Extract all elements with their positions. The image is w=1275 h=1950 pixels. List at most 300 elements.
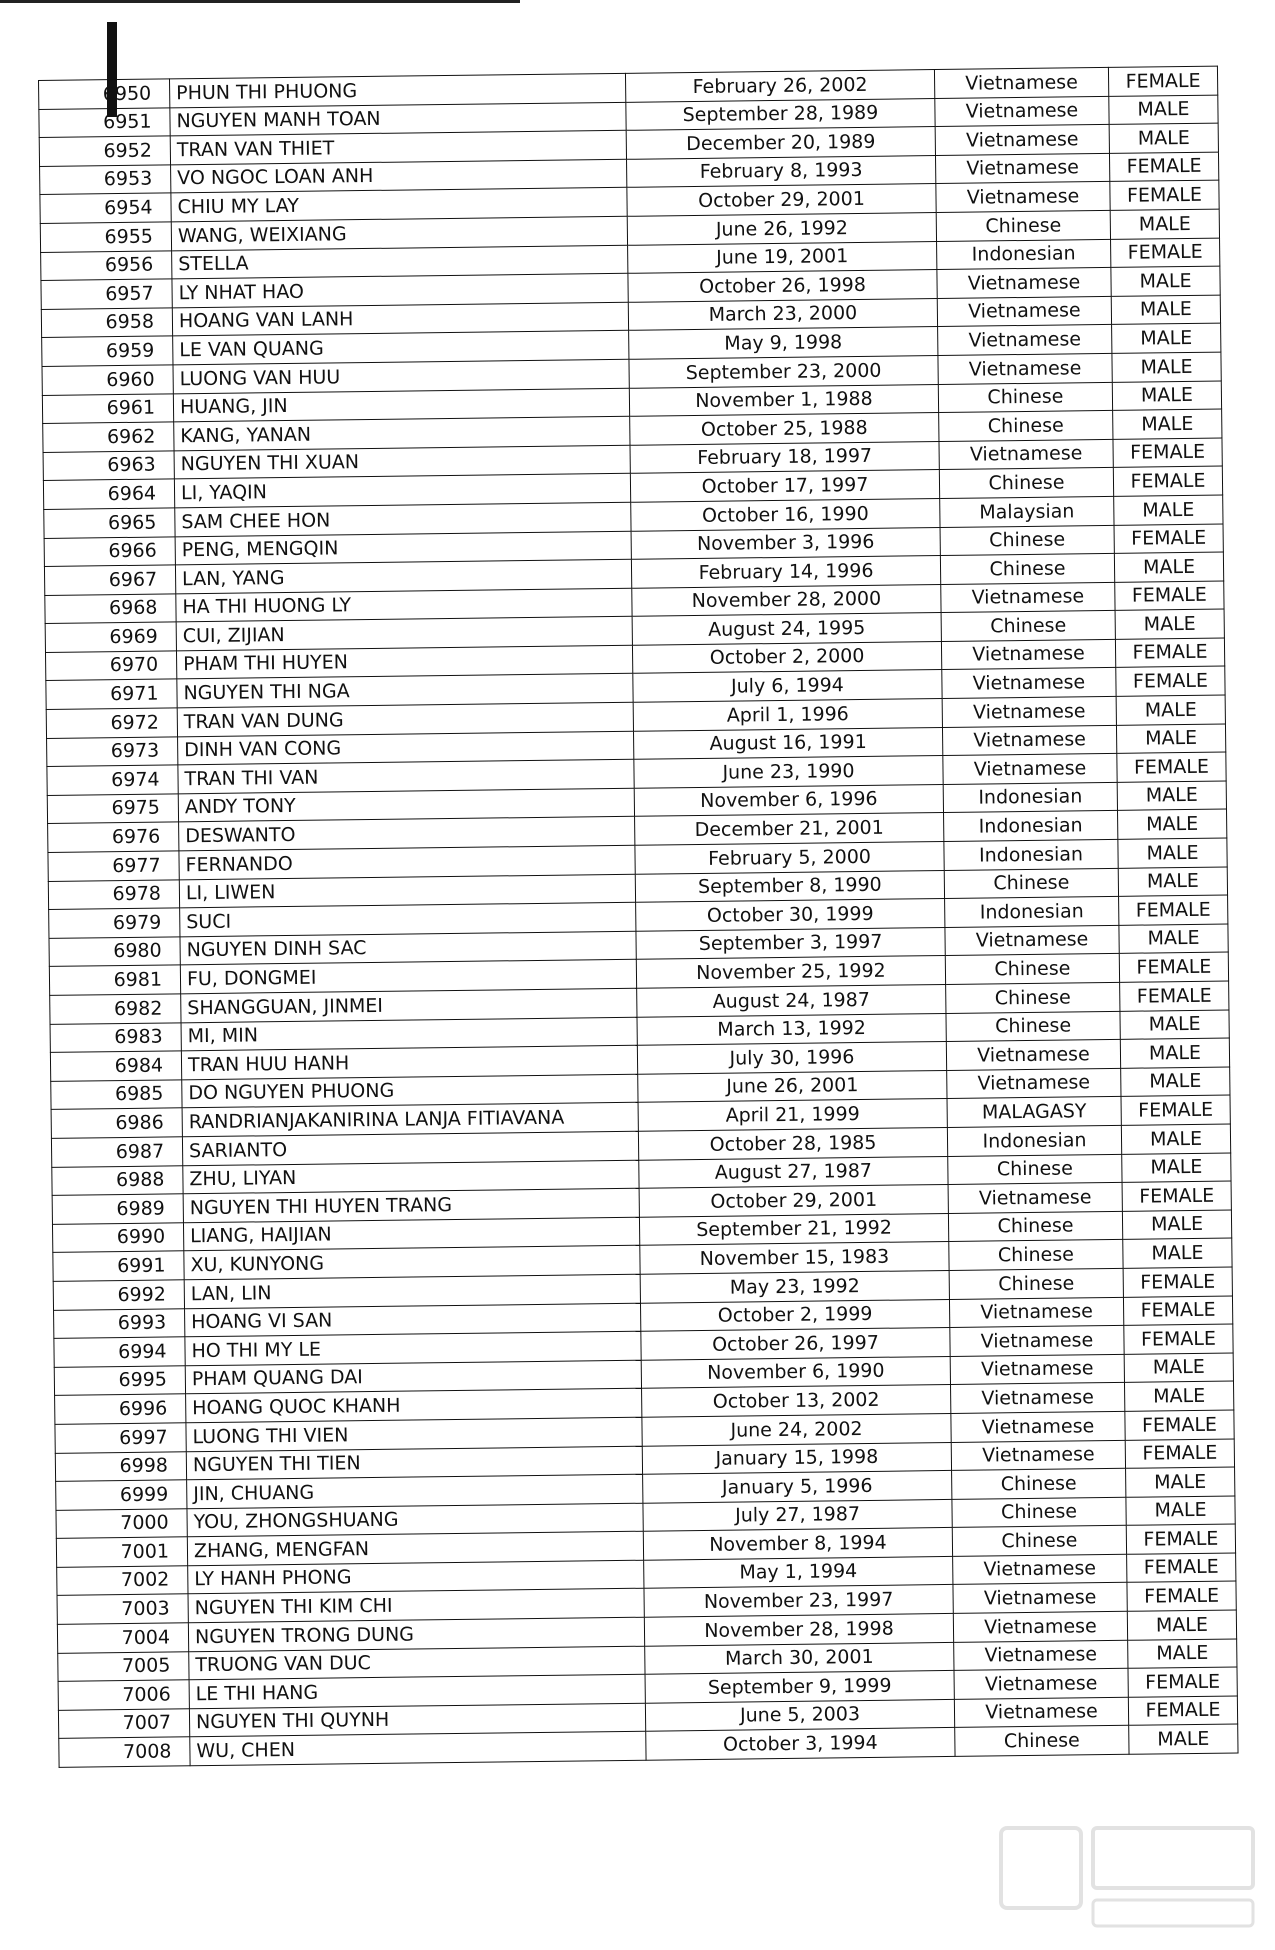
record-id-cell: 6961 — [42, 393, 173, 423]
birth-date-cell: September 21, 1992 — [639, 1213, 948, 1245]
person-name-cell: TRAN HUU HANH — [181, 1045, 637, 1079]
birth-date-cell: February 18, 1997 — [630, 441, 939, 473]
birth-date-cell: November 3, 1996 — [631, 527, 940, 559]
nationality-cell: Vietnamese — [942, 696, 1116, 727]
birth-date-cell: October 2, 1999 — [640, 1299, 949, 1331]
gender-cell: FEMALE — [1123, 1267, 1232, 1297]
person-name-cell: LAN, YANG — [175, 559, 631, 593]
nationality-cell: Chinese — [952, 1497, 1126, 1528]
birth-date-cell: August 24, 1995 — [632, 613, 941, 645]
gender-cell: FEMALE — [1114, 524, 1223, 554]
nationality-cell: Vietnamese — [941, 639, 1115, 670]
gender-cell: MALE — [1112, 323, 1221, 353]
person-name-cell: LUONG THI VIEN — [186, 1417, 642, 1451]
gender-cell: MALE — [1111, 266, 1220, 296]
record-id-cell: 7002 — [57, 1566, 188, 1596]
nationality-cell: Vietnamese — [936, 182, 1110, 213]
person-name-cell: LE THI HANG — [189, 1674, 645, 1708]
person-name-cell: WU, CHEN — [190, 1732, 646, 1766]
record-id-cell: 7007 — [58, 1709, 189, 1739]
birth-date-cell: May 1, 1994 — [644, 1556, 953, 1588]
record-id-cell: 6975 — [47, 794, 178, 824]
gender-cell: FEMALE — [1128, 1696, 1237, 1726]
nationality-cell: Chinese — [946, 1011, 1120, 1042]
nationality-cell: Vietnamese — [950, 1325, 1124, 1356]
nationality-cell: Chinese — [939, 468, 1113, 499]
person-name-cell: LI, LIWEN — [179, 874, 635, 908]
nationality-cell: Vietnamese — [939, 439, 1113, 470]
gender-cell: FEMALE — [1128, 1667, 1237, 1697]
record-id-cell: 6957 — [41, 279, 172, 309]
person-name-cell: TRAN VAN THIET — [170, 131, 626, 165]
birth-date-cell: January 5, 1996 — [643, 1471, 952, 1503]
nationality-cell: Malaysian — [940, 496, 1114, 527]
birth-date-cell: September 3, 1997 — [636, 927, 945, 959]
gender-cell: MALE — [1114, 552, 1223, 582]
record-id-cell: 6976 — [48, 822, 179, 852]
birth-date-cell: September 28, 1989 — [626, 98, 935, 130]
birth-date-cell: October 17, 1997 — [630, 470, 939, 502]
gender-cell: MALE — [1111, 295, 1220, 325]
person-name-cell: SARIANTO — [182, 1131, 638, 1165]
birth-date-cell: November 6, 1990 — [641, 1356, 950, 1388]
nationality-cell: Vietnamese — [937, 296, 1111, 327]
birth-date-cell: February 26, 2002 — [625, 70, 934, 102]
nationality-cell: Vietnamese — [949, 1297, 1123, 1328]
record-id-cell: 6950 — [39, 79, 170, 109]
nationality-cell: Vietnamese — [947, 1068, 1121, 1099]
registry-table-container — [38, 66, 1239, 1768]
person-name-cell: NGUYEN TRONG DUNG — [188, 1617, 644, 1651]
person-name-cell: NGUYEN THI NGA — [177, 674, 633, 708]
birth-date-cell: February 5, 2000 — [635, 842, 944, 874]
gender-cell: MALE — [1121, 1067, 1230, 1097]
nationality-cell: Vietnamese — [948, 1182, 1122, 1213]
birth-date-cell: March 23, 2000 — [628, 298, 937, 330]
person-name-cell: CUI, ZIJIAN — [176, 617, 632, 651]
record-id-cell: 6999 — [56, 1480, 187, 1510]
person-name-cell: HA THI HUONG LY — [176, 588, 632, 622]
person-name-cell: NGUYEN THI HUYEN TRANG — [183, 1188, 639, 1222]
nationality-cell: Chinese — [938, 382, 1112, 413]
gender-cell: MALE — [1109, 95, 1218, 125]
record-id-cell: 6959 — [42, 336, 173, 366]
birth-date-cell: June 5, 2003 — [645, 1699, 954, 1731]
record-id-cell: 6989 — [52, 1194, 183, 1224]
birth-date-cell: November 6, 1996 — [634, 784, 943, 816]
gender-cell: MALE — [1114, 495, 1223, 525]
record-id-cell: 6956 — [41, 250, 172, 280]
person-name-cell: JIN, CHUANG — [187, 1474, 643, 1508]
person-name-cell: SHANGGUAN, JINMEI — [181, 988, 637, 1022]
nationality-cell: Vietnamese — [951, 1383, 1125, 1414]
nationality-cell: Vietnamese — [951, 1440, 1125, 1471]
gender-cell: FEMALE — [1122, 1181, 1231, 1211]
gender-cell: MALE — [1112, 352, 1221, 382]
nationality-cell: Indonesian — [944, 811, 1118, 842]
person-name-cell: XU, KUNYONG — [184, 1246, 640, 1280]
gender-cell: FEMALE — [1123, 1296, 1232, 1326]
nationality-cell: Chinese — [949, 1240, 1123, 1271]
record-id-cell: 6953 — [40, 165, 171, 195]
watermark-logo — [993, 1818, 1263, 1938]
gender-cell: MALE — [1110, 209, 1219, 239]
birth-date-cell: November 28, 2000 — [632, 584, 941, 616]
person-name-cell: FERNANDO — [179, 845, 635, 879]
birth-date-cell: October 13, 2002 — [642, 1385, 951, 1417]
birth-date-cell: October 29, 2001 — [627, 184, 936, 216]
person-name-cell: HO THI MY LE — [185, 1331, 641, 1365]
nationality-cell: Chinese — [939, 411, 1113, 442]
gender-cell: MALE — [1118, 867, 1227, 897]
nationality-cell: Chinese — [955, 1726, 1129, 1757]
birth-date-cell: November 8, 1994 — [643, 1528, 952, 1560]
person-name-cell: NGUYEN MANH TOAN — [170, 102, 626, 136]
person-name-cell: ZHU, LIYAN — [183, 1160, 639, 1194]
person-name-cell: NGUYEN DINH SAC — [180, 931, 636, 965]
record-id-cell: 6990 — [52, 1223, 183, 1253]
birth-date-cell: May 23, 1992 — [640, 1270, 949, 1302]
person-name-cell: ANDY TONY — [178, 788, 634, 822]
gender-cell: MALE — [1127, 1610, 1236, 1640]
record-id-cell: 6993 — [54, 1308, 185, 1338]
gender-cell: FEMALE — [1125, 1410, 1234, 1440]
record-id-cell: 6983 — [50, 1022, 181, 1052]
record-id-cell: 7003 — [57, 1594, 188, 1624]
birth-date-cell: October 30, 1999 — [636, 899, 945, 931]
record-id-cell: 6992 — [53, 1280, 184, 1310]
gender-cell: FEMALE — [1115, 638, 1224, 668]
person-name-cell: CHIU MY LAY — [171, 188, 627, 222]
gender-cell: FEMALE — [1117, 752, 1226, 782]
nationality-cell: Vietnamese — [946, 1040, 1120, 1071]
gender-cell: MALE — [1124, 1381, 1233, 1411]
birth-date-cell: November 28, 1998 — [644, 1613, 953, 1645]
birth-date-cell: April 21, 1999 — [638, 1099, 947, 1131]
person-name-cell: SAM CHEE HON — [175, 502, 631, 536]
nationality-cell: Chinese — [946, 982, 1120, 1013]
person-name-cell: HUANG, JIN — [173, 388, 629, 422]
person-name-cell: MI, MIN — [181, 1017, 637, 1051]
gender-cell: FEMALE — [1108, 66, 1217, 96]
person-name-cell: WANG, WEIXIANG — [171, 216, 627, 250]
gender-cell: MALE — [1119, 924, 1228, 954]
gender-cell: FEMALE — [1127, 1581, 1236, 1611]
nationality-cell: Vietnamese — [943, 754, 1117, 785]
gender-cell: FEMALE — [1125, 1438, 1234, 1468]
scan-edge-line — [0, 0, 520, 3]
nationality-cell: Vietnamese — [953, 1611, 1127, 1642]
nationality-cell: Vietnamese — [938, 353, 1112, 384]
gender-cell: FEMALE — [1126, 1524, 1235, 1554]
person-name-cell: LAN, LIN — [184, 1274, 640, 1308]
birth-date-cell: June 26, 2001 — [638, 1070, 947, 1102]
gender-cell: MALE — [1121, 1124, 1230, 1154]
birth-date-cell: December 20, 1989 — [626, 127, 935, 159]
person-name-cell: DINH VAN CONG — [178, 731, 634, 765]
record-id-cell: 7000 — [56, 1508, 187, 1538]
person-name-cell: LE VAN QUANG — [173, 331, 629, 365]
gender-cell: FEMALE — [1121, 1095, 1230, 1125]
birth-date-cell: June 24, 2002 — [642, 1413, 951, 1445]
nationality-cell: Chinese — [952, 1526, 1126, 1557]
record-id-cell: 6965 — [44, 508, 175, 538]
registry-table — [38, 66, 1239, 1768]
record-id-cell: 6971 — [46, 679, 177, 709]
record-id-cell: 6964 — [43, 479, 174, 509]
birth-date-cell: July 6, 1994 — [633, 670, 942, 702]
record-id-cell: 6955 — [40, 222, 171, 252]
birth-date-cell: December 21, 2001 — [635, 813, 944, 845]
birth-date-cell: October 25, 1988 — [630, 413, 939, 445]
gender-cell: MALE — [1112, 381, 1221, 411]
record-id-cell: 6985 — [51, 1080, 182, 1110]
record-id-cell: 6996 — [55, 1394, 186, 1424]
birth-date-cell: February 8, 1993 — [627, 155, 936, 187]
gender-cell: MALE — [1118, 809, 1227, 839]
nationality-cell: Vietnamese — [942, 725, 1116, 756]
birth-date-cell: April 1, 1996 — [633, 699, 942, 731]
record-id-cell: 7004 — [57, 1623, 188, 1653]
birth-date-cell: August 27, 1987 — [639, 1156, 948, 1188]
gender-cell: MALE — [1115, 609, 1224, 639]
birth-date-cell: September 8, 1990 — [635, 870, 944, 902]
nationality-cell: Vietnamese — [951, 1411, 1125, 1442]
gender-cell: MALE — [1126, 1496, 1235, 1526]
nationality-cell: Indonesian — [944, 839, 1118, 870]
gender-cell: MALE — [1109, 123, 1218, 153]
person-name-cell: HOANG QUOC KHANH — [186, 1389, 642, 1423]
nationality-cell: Vietnamese — [942, 668, 1116, 699]
nationality-cell: Vietnamese — [937, 268, 1111, 299]
nationality-cell: Vietnamese — [935, 125, 1109, 156]
nationality-cell: Vietnamese — [945, 925, 1119, 956]
birth-date-cell: May 9, 1998 — [629, 327, 938, 359]
record-id-cell: 6977 — [48, 851, 179, 881]
person-name-cell: NGUYEN THI KIM CHI — [188, 1589, 644, 1623]
record-id-cell: 6979 — [49, 908, 180, 938]
nationality-cell: Vietnamese — [935, 153, 1109, 184]
person-name-cell: NGUYEN THI QUYNH — [189, 1703, 645, 1737]
gender-cell: MALE — [1122, 1210, 1231, 1240]
record-id-cell: 7006 — [58, 1680, 189, 1710]
record-id-cell: 6995 — [54, 1366, 185, 1396]
nationality-cell: Vietnamese — [954, 1697, 1128, 1728]
registry-rows — [39, 66, 1239, 1767]
record-id-cell: 6998 — [55, 1451, 186, 1481]
record-id-cell: 6970 — [45, 651, 176, 681]
gender-cell: MALE — [1128, 1639, 1237, 1669]
birth-date-cell: July 27, 1987 — [643, 1499, 952, 1531]
person-name-cell: DO NGUYEN PHUONG — [182, 1074, 638, 1108]
record-id-cell: 6981 — [49, 965, 180, 995]
gender-cell: MALE — [1122, 1153, 1231, 1183]
nationality-cell: Vietnamese — [938, 325, 1112, 356]
gender-cell: FEMALE — [1109, 152, 1218, 182]
nationality-cell: Vietnamese — [953, 1583, 1127, 1614]
birth-date-cell: February 14, 1996 — [631, 556, 940, 588]
record-id-cell: 6963 — [43, 451, 174, 481]
record-id-cell: 7008 — [59, 1737, 190, 1767]
record-id-cell: 6991 — [53, 1251, 184, 1281]
person-name-cell: ZHANG, MENGFAN — [187, 1531, 643, 1565]
gender-cell: FEMALE — [1113, 438, 1222, 468]
birth-date-cell: June 23, 1990 — [634, 756, 943, 788]
gender-cell: MALE — [1120, 1010, 1229, 1040]
birth-date-cell: June 26, 1992 — [627, 213, 936, 245]
record-id-cell: 6951 — [39, 107, 170, 137]
person-name-cell: HOANG VAN LANH — [172, 302, 628, 336]
person-name-cell: KANG, YANAN — [174, 416, 630, 450]
record-id-cell: 6952 — [39, 136, 170, 166]
birth-date-cell: November 15, 1983 — [640, 1242, 949, 1274]
birth-date-cell: November 23, 1997 — [644, 1585, 953, 1617]
person-name-cell: TRAN VAN DUNG — [177, 702, 633, 736]
gender-cell: MALE — [1123, 1238, 1232, 1268]
person-name-cell: NGUYEN THI TIEN — [186, 1446, 642, 1480]
person-name-cell: HOANG VI SAN — [185, 1303, 641, 1337]
birth-date-cell: November 25, 1992 — [636, 956, 945, 988]
birth-date-cell: June 19, 2001 — [628, 241, 937, 273]
gender-cell: MALE — [1117, 781, 1226, 811]
birth-date-cell: October 26, 1997 — [641, 1328, 950, 1360]
person-name-cell: YOU, ZHONGSHUANG — [187, 1503, 643, 1537]
birth-date-cell: March 13, 1992 — [637, 1013, 946, 1045]
nationality-cell: Indonesian — [943, 782, 1117, 813]
record-id-cell: 6997 — [55, 1423, 186, 1453]
person-name-cell: RANDRIANJAKANIRINA LANJA FITIAVANA — [182, 1103, 638, 1137]
nationality-cell: Indonesian — [937, 239, 1111, 270]
nationality-cell: Chinese — [940, 525, 1114, 556]
birth-date-cell: September 9, 1999 — [645, 1671, 954, 1703]
record-id-cell: 6984 — [50, 1051, 181, 1081]
record-id-cell: 6954 — [40, 193, 171, 223]
nationality-cell: Vietnamese — [954, 1640, 1128, 1671]
person-name-cell: TRUONG VAN DUC — [189, 1646, 645, 1680]
birth-date-cell: November 1, 1988 — [629, 384, 938, 416]
gender-cell: MALE — [1116, 695, 1225, 725]
gender-cell: FEMALE — [1111, 238, 1220, 268]
record-id-cell: 7005 — [58, 1651, 189, 1681]
nationality-cell: Chinese — [945, 954, 1119, 985]
birth-date-cell: August 16, 1991 — [633, 727, 942, 759]
birth-date-cell: October 29, 2001 — [639, 1185, 948, 1217]
person-name-cell: STELLA — [172, 245, 628, 279]
record-id-cell: 6987 — [51, 1137, 182, 1167]
record-id-cell: 6973 — [47, 737, 178, 767]
person-name-cell: PHUN THI PHUONG — [169, 73, 625, 107]
gender-cell: MALE — [1124, 1353, 1233, 1383]
person-name-cell: PHAM QUANG DAI — [185, 1360, 641, 1394]
record-id-cell: 6994 — [54, 1337, 185, 1367]
gender-cell: MALE — [1116, 724, 1225, 754]
person-name-cell: DESWANTO — [179, 817, 635, 851]
person-name-cell: NGUYEN THI XUAN — [174, 445, 630, 479]
birth-date-cell: October 16, 1990 — [631, 498, 940, 530]
nationality-cell: Indonesian — [947, 1125, 1121, 1156]
person-name-cell: PENG, MENGQIN — [175, 531, 631, 565]
gender-cell: FEMALE — [1127, 1553, 1236, 1583]
record-id-cell: 6967 — [44, 565, 175, 595]
gender-cell: FEMALE — [1115, 581, 1224, 611]
nationality-cell: Chinese — [940, 553, 1114, 584]
birth-date-cell: March 30, 2001 — [645, 1642, 954, 1674]
gender-cell: FEMALE — [1113, 466, 1222, 496]
nationality-cell: Chinese — [952, 1468, 1126, 1499]
record-id-cell: 6958 — [41, 308, 172, 338]
birth-date-cell: October 26, 1998 — [628, 270, 937, 302]
birth-date-cell: October 2, 2000 — [632, 641, 941, 673]
record-id-cell: 6962 — [43, 422, 174, 452]
nationality-cell: Chinese — [941, 611, 1115, 642]
gender-cell: MALE — [1118, 838, 1227, 868]
birth-date-cell: October 28, 1985 — [638, 1127, 947, 1159]
birth-date-cell: September 23, 2000 — [629, 355, 938, 387]
gender-cell: FEMALE — [1120, 981, 1229, 1011]
gender-cell: FEMALE — [1124, 1324, 1233, 1354]
record-id-cell: 6972 — [46, 708, 177, 738]
nationality-cell: Vietnamese — [934, 67, 1108, 98]
birth-date-cell: July 30, 1996 — [637, 1042, 946, 1074]
gender-cell: FEMALE — [1110, 180, 1219, 210]
nationality-cell: Vietnamese — [954, 1669, 1128, 1700]
record-id-cell: 6980 — [49, 937, 180, 967]
gender-cell: MALE — [1126, 1467, 1235, 1497]
birth-date-cell: October 3, 1994 — [646, 1728, 955, 1760]
gender-cell: FEMALE — [1119, 952, 1228, 982]
person-name-cell: SUCI — [180, 902, 636, 936]
gender-cell: MALE — [1113, 409, 1222, 439]
birth-date-cell: August 24, 1987 — [637, 984, 946, 1016]
record-id-cell: 6986 — [51, 1108, 182, 1138]
person-name-cell: VO NGOC LOAN ANH — [171, 159, 627, 193]
nationality-cell: Chinese — [949, 1268, 1123, 1299]
birth-date-cell: January 15, 1998 — [642, 1442, 951, 1474]
record-id-cell: 6988 — [52, 1165, 183, 1195]
person-name-cell: TRAN THI VAN — [178, 760, 634, 794]
nationality-cell: Chinese — [936, 210, 1110, 241]
record-id-cell: 6969 — [45, 622, 176, 652]
gender-cell: MALE — [1120, 1038, 1229, 1068]
gender-cell: MALE — [1129, 1724, 1238, 1754]
nationality-cell: Vietnamese — [953, 1554, 1127, 1585]
record-id-cell: 6960 — [42, 365, 173, 395]
nationality-cell: Vietnamese — [941, 582, 1115, 613]
person-name-cell: LI, YAQIN — [174, 474, 630, 508]
gender-cell: FEMALE — [1116, 667, 1225, 697]
nationality-cell: Chinese — [948, 1211, 1122, 1242]
nationality-cell: Vietnamese — [950, 1354, 1124, 1385]
record-id-cell: 6982 — [50, 994, 181, 1024]
record-id-cell: 6974 — [47, 765, 178, 795]
nationality-cell: MALAGASY — [947, 1097, 1121, 1128]
nationality-cell: Chinese — [948, 1154, 1122, 1185]
nationality-cell: Chinese — [944, 868, 1118, 899]
person-name-cell: LIANG, HAIJIAN — [183, 1217, 639, 1251]
nationality-cell: Vietnamese — [935, 96, 1109, 127]
record-id-cell: 6966 — [44, 536, 175, 566]
person-name-cell: PHAM THI HUYEN — [176, 645, 632, 679]
record-id-cell: 7001 — [56, 1537, 187, 1567]
person-name-cell: LUONG VAN HUU — [173, 359, 629, 393]
nationality-cell: Indonesian — [945, 897, 1119, 928]
record-id-cell: 6978 — [48, 879, 179, 909]
person-name-cell: LY NHAT HAO — [172, 273, 628, 307]
person-name-cell: FU, DONGMEI — [180, 960, 636, 994]
person-name-cell: LY HANH PHONG — [188, 1560, 644, 1594]
record-id-cell: 6968 — [45, 594, 176, 624]
gender-cell: FEMALE — [1119, 895, 1228, 925]
